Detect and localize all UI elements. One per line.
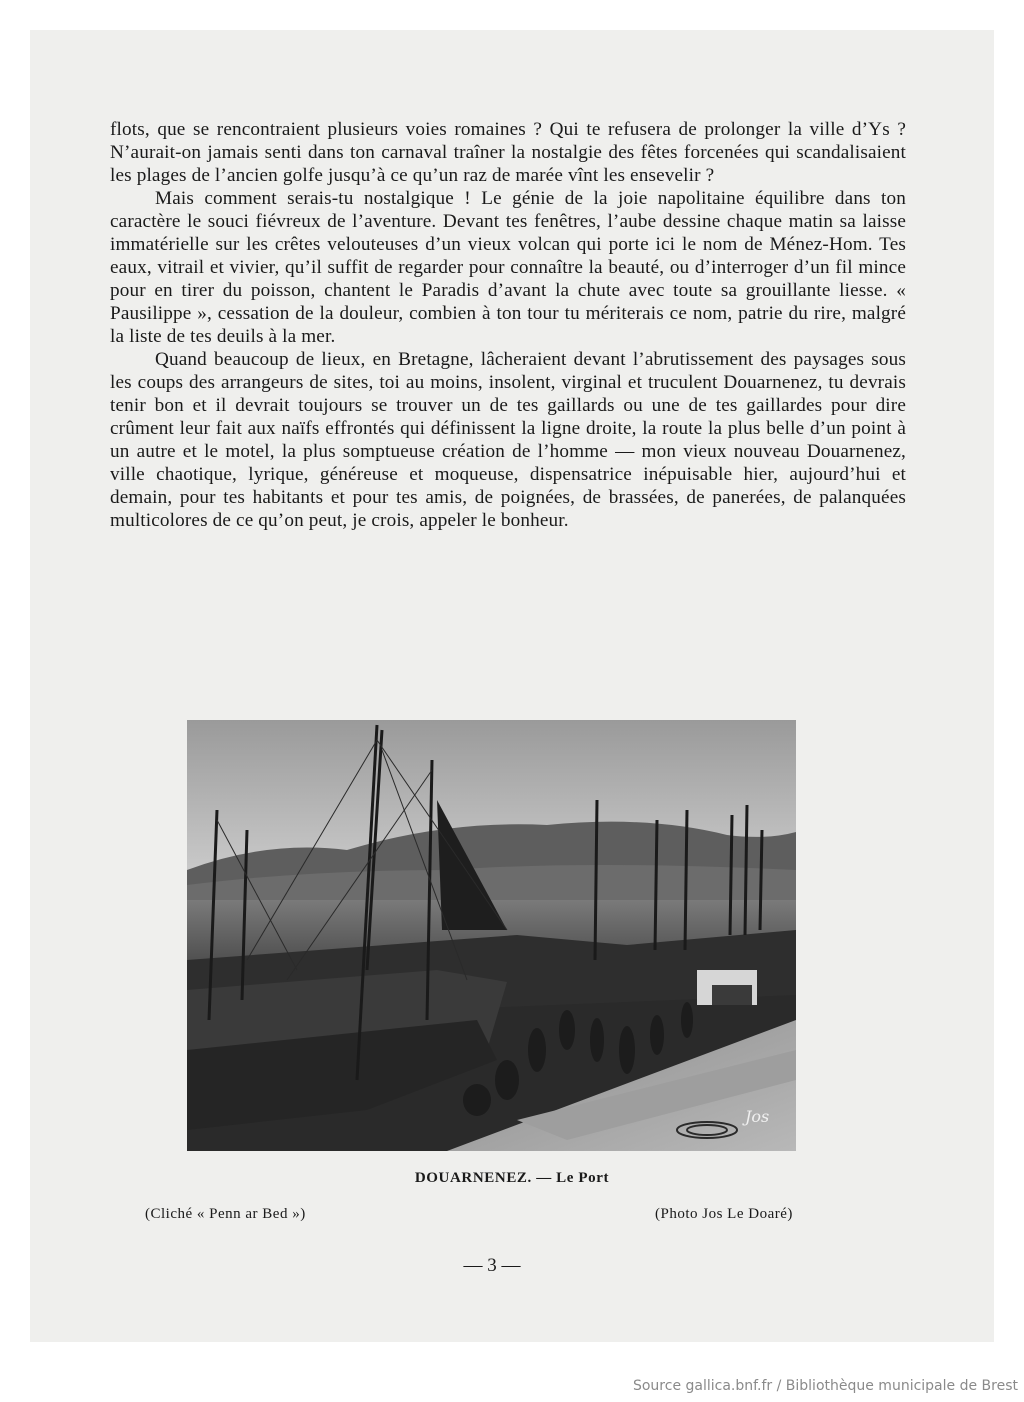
page-number: — 3 —	[463, 1255, 521, 1276]
harbor-photo-illustration	[187, 720, 796, 1151]
paragraph-2: Mais comment serais-tu nostalgique ! Le génie de la joie napolitaine équilibre dans ton caractère le souci fiévreux de l’aventure. Devant tes fenêtres, l’aube dessine chaque matin sa laisse immatérielle sur les crêtes velouteuses d’un vieux volcan qui porte ici le nom de Ménez-Hom. Tes eaux, vitrail et vivier, qu’il suffit de regarder pour connaître la beauté, ou d’interroger d’un fil mince pour en tirer du poisson, chantent le Paradis d’avant la chute avec toute sa grouillante liesse. « Pausilippe », cessation de la douleur, combien à ton tour tu mériterais ce nom, patrie du rire, malgré la liste de tes deuils à la mer.	[110, 188, 906, 347]
source-attribution: Source gallica.bnf.fr / Bibliothèque municipale de Brest	[632, 1378, 1018, 1394]
harbor-photo	[187, 720, 796, 1151]
document-page	[30, 30, 994, 1342]
article-text	[110, 118, 906, 532]
photo-caption: DOUARNENEZ. — Le Port	[414, 1170, 610, 1186]
paragraph-3: Quand beaucoup de lieux, en Bretagne, lâcheraient devant l’abrutissement des paysages sous les coups des arrangeurs de sites, toi au moins, insolent, virginal et truculent Douarnenez, tu devrais tenir bon et il devrait toujours se trouver un de tes gaillards ou une de tes gaillardes pour dire crûment leur fait aux naïfs effrontés qui définissent la ligne droite, la route la plus belle d’un point à un autre et le motel, la plus somptueuse création de l’homme — mon vieux nouveau Douarnenez, ville chaotique, lyrique, généreuse et moqueuse, dispensatrice inépuisable hier, aujourd’hui et demain, pour tes habitants et pour tes amis, de poignées, de brassées, de panerées, de palanquées multicolores de ce qu’on peut, je crois, appeler le bonheur.	[110, 349, 906, 531]
paragraph-1: flots, que se rencontraient plusieurs voies romaines ? Qui te refusera de prolonger la ville d’Ys ? N’aurait-on jamais senti dans ton carnaval traîner la nostalgie des fêtes forcenées qui scandalisaient les plages de l’ancien golfe jusqu’à ce qu’un raz de marée vînt les ensevelir ?	[110, 119, 906, 186]
photo-credit-photographer: (Photo Jos Le Doaré)	[655, 1206, 793, 1222]
photo-credit-cliche: (Cliché « Penn ar Bed »)	[145, 1206, 306, 1222]
photo-signature: Jos	[745, 1107, 770, 1126]
